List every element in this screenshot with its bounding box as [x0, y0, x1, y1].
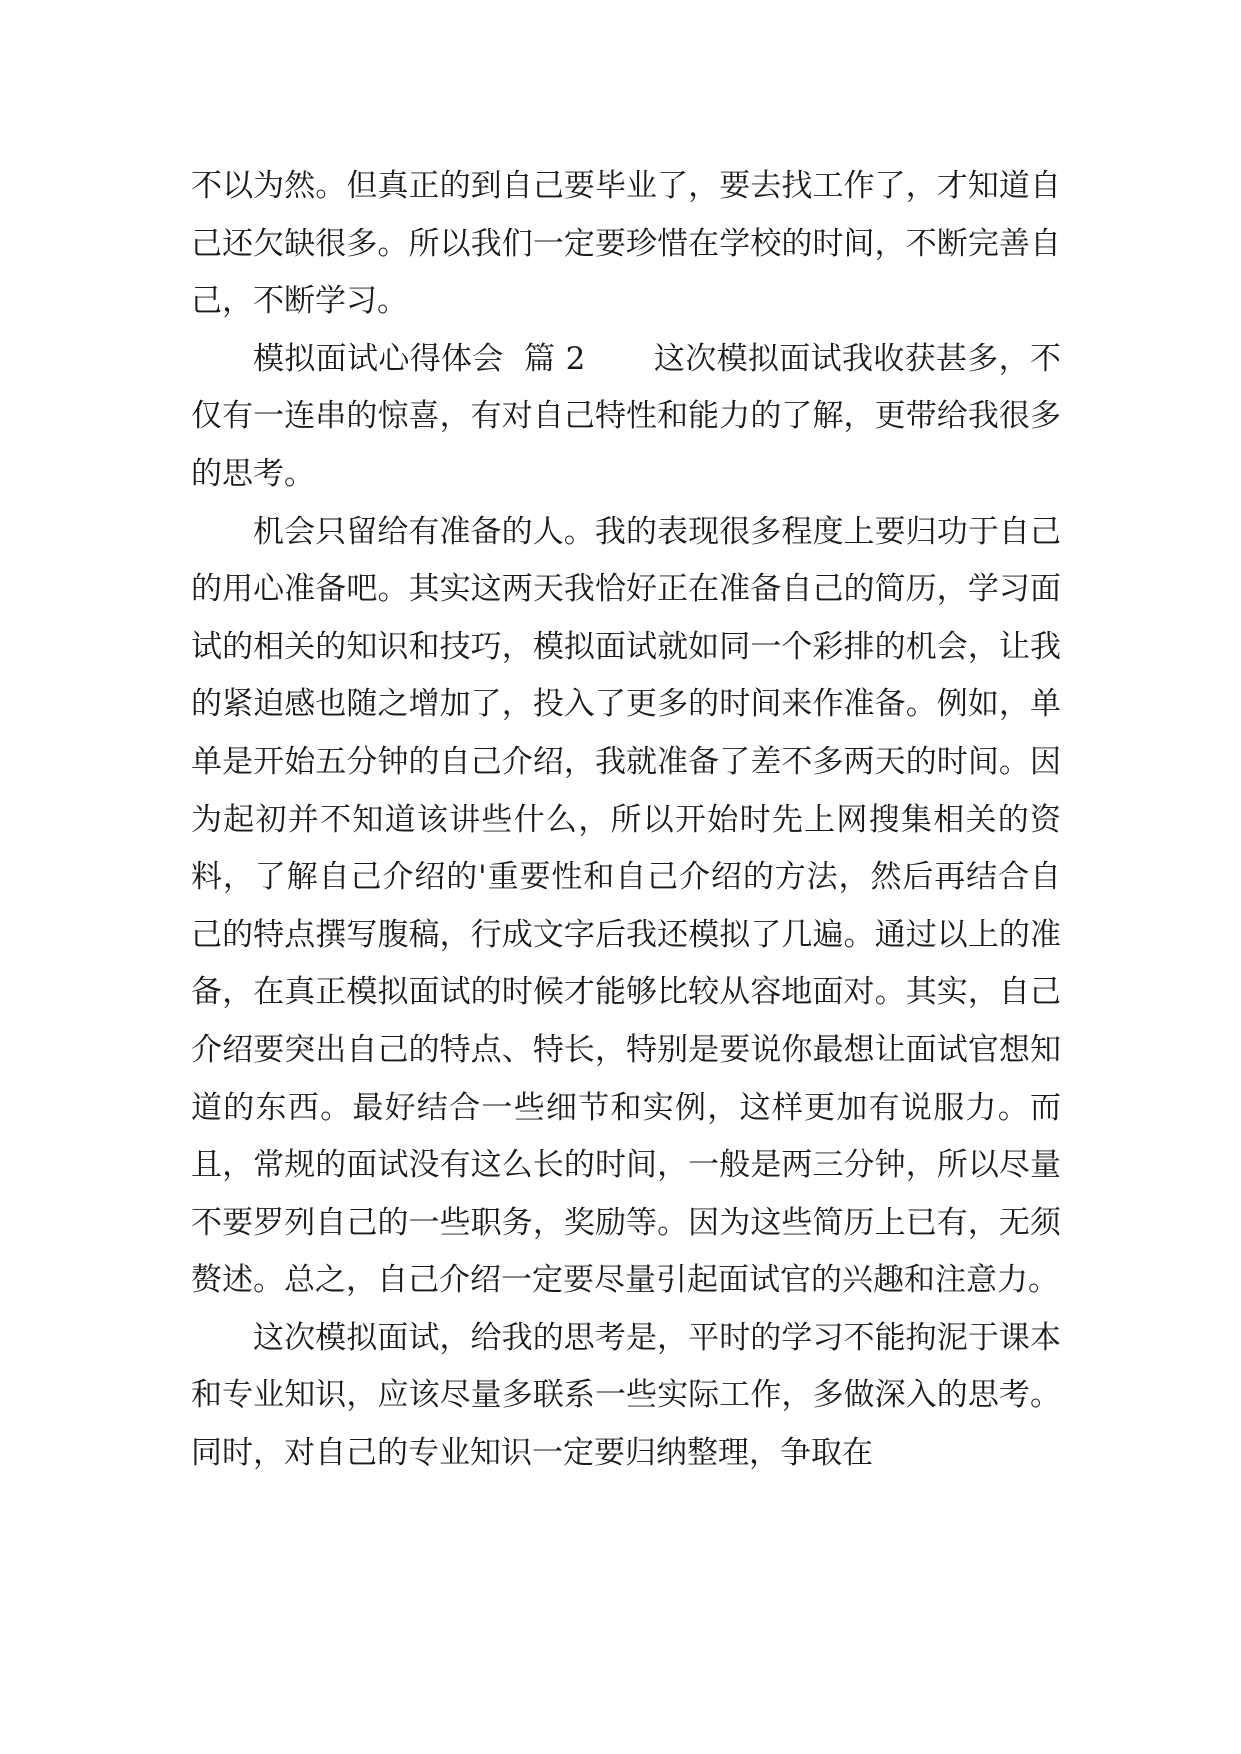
body-text: [191, 158, 1061, 1483]
paragraph-section-2: [191, 331, 1061, 504]
paragraph-reflection: 这次模拟面试，给我的思考是，平时的学习不能拘泥于课本和专业知识，应该尽量多联系一些实际工作，多做深入的思考。同时，对自己的专业知识一定要归纳整理，争取在: [191, 1319, 1061, 1472]
paragraph-continuation: 不以为然。但真正的到自己要毕业了，要去找工作了，才知道自己还欠缺很多。所以我们一定要珍惜在学校的时间，不断完善自己，不断学习。: [191, 168, 1061, 320]
paragraph-preparation: 机会只留给有准备的人。我的表现很多程度上要归功于自己的用心准备吧。其实这两天我恰好正在准备自己的简历，学习面试的相关的知识和技巧，模拟面试就如同一个彩排的机会，让我的紧迫感也随之增加了，投入了更多的时间来作准备。例如，单单是开始五分钟的自己介绍，我就准备了差不多两天的时间。因为起初并不知道该讲些什么，所以开始时先上网搜集相关的资料，了解自己介绍的'重要性和自己介绍的方法，然后再结合自己的特点撰写腹稿，行成文字后我还模拟了几遍。通过以上的准备，在真正模拟面试的时候才能够比较从容地面对。其实，自己介绍要突出自己的特点、特长，特别是要说你最想让面试官想知道的东西。最好结合一些细节和实例，这样更加有说服力。而且，常规的面试没有这么长的时间，一般是两三分钟，所以尽量不要罗列自己的一些职务，奖励等。因为这些简历上已有，无须赘述。总之，自己介绍一定要尽量引起面试官的兴趣和注意力。: [191, 513, 1061, 1299]
section-heading: 模拟面试心得体会 篇 2: [253, 340, 586, 377]
section-intro-text: 这次模拟面试我收获甚多，不仅有一连串的惊喜，有对自己特性和能力的了解，更带给我很多的思考。: [191, 340, 1061, 492]
